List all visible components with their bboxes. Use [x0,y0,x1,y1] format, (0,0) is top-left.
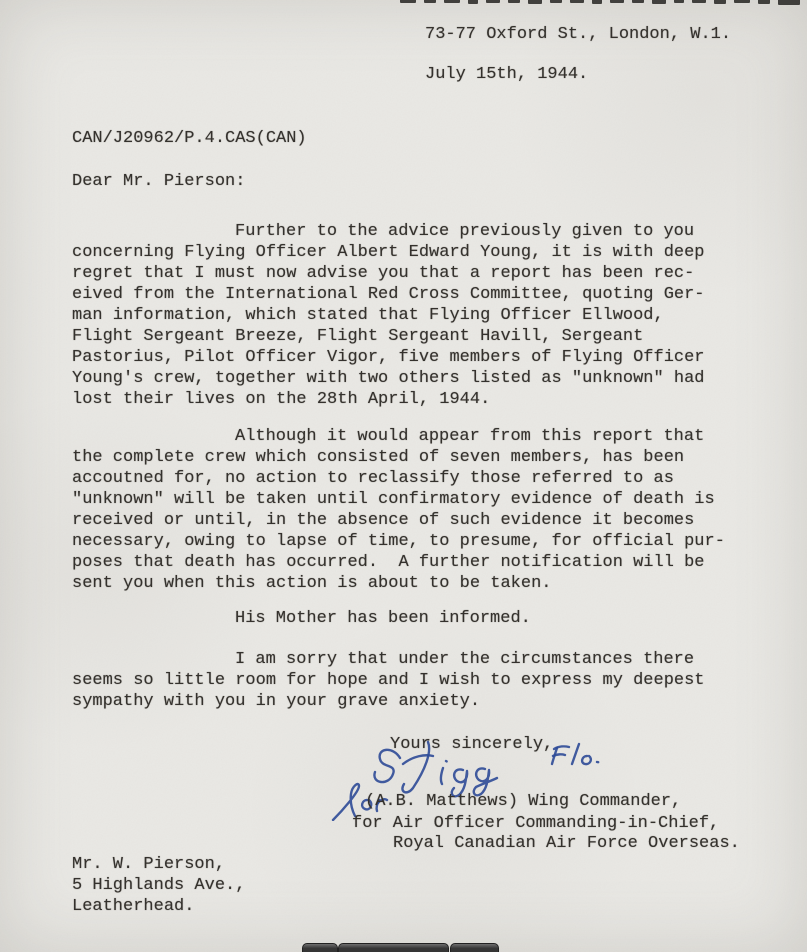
letter-line: concerning Flying Officer Albert Edward Young, it is with deep [72,243,705,262]
letterhead-cutoff-mark [400,0,416,3]
letter-line: sympathy with you in your grave anxiety. [72,692,481,711]
letter-line: sent you when this action is about to be taken. [72,574,552,593]
paragraph-3 [72,608,732,629]
letterhead-cutoff-mark [734,0,750,3]
letterhead-cutoff-mark [674,0,684,3]
letter-line: man information, which stated that Flying Officer Ellwood, [72,306,664,325]
letter-line: Mr. W. Pierson, [72,855,226,874]
letterhead-cutoff-mark [550,0,562,3]
letterhead-cutoff-mark [758,0,770,4]
letter-line: seems so little room for hope and I wish to express my deepest [72,671,705,690]
viewer-button-2[interactable] [338,943,449,952]
letter-line: 5 Highlands Ave., [72,876,246,895]
letter-line: regret that I must now advise you that a report has been rec- [72,264,695,283]
signature-typed-line-3: Royal Canadian Air Force Overseas. [393,834,740,853]
paragraph-2 [72,426,732,594]
letter-line: Young's crew, together with two others listed as "unknown" had [72,369,705,388]
letter-line: received or until, in the absence of such evidence it becomes [72,511,695,530]
letterhead-cutoff-mark [508,0,520,3]
letter-line: Although it would appear from this report that [235,427,705,446]
letter-line: "unknown" will be taken until confirmatory evidence of death is [72,490,715,509]
signature-typed-line-2: for Air Officer Commanding-in-Chief, [352,814,720,833]
letterhead-cutoff [0,0,807,6]
viewer-toolbar [0,942,807,952]
letter-line: I am sorry that under the circumstances there [235,650,695,669]
letterhead-cutoff-mark [468,0,478,4]
letterhead-cutoff-mark [778,0,800,5]
letter-line: Leatherhead. [72,897,195,916]
letterhead-cutoff-mark [424,0,436,3]
letterhead-cutoff-mark [632,0,644,3]
reference-number: CAN/J20962/P.4.CAS(CAN) [72,129,307,148]
letter-line: His Mother has been informed. [235,609,531,628]
letterhead-cutoff-mark [570,0,584,3]
letter-line: Flight Sergeant Breeze, Flight Sergeant Havill, Sergeant [72,327,644,346]
letter-line: Further to the advice previously given to you [235,222,695,241]
letterhead-cutoff-mark [444,0,460,3]
letter-line: Pastorius, Pilot Officer Vigor, five members of Flying Officer [72,348,705,367]
closing-line: Yours sincerely, [390,735,554,754]
letterhead-cutoff-mark [528,0,542,4]
letter-line: poses that death has occurred. A further notification will be [72,553,705,572]
letterhead-cutoff-mark [592,0,602,4]
letterhead-cutoff-mark [652,0,666,4]
sender-address: 73-77 Oxford St., London, W.1. [425,25,732,44]
signature-typed-line-1: (A.B. Matthews) Wing Commander, [365,792,682,811]
letter-line: eived from the International Red Cross Committee, quoting Ger- [72,285,705,304]
date-line: July 15th, 1944. [425,65,589,84]
letterhead-cutoff-mark [692,0,706,3]
letter-line: lost their lives on the 28th April, 1944. [72,390,491,409]
viewer-button-3[interactable] [450,943,499,952]
viewer-button-1[interactable] [302,943,338,952]
letterhead-cutoff-mark [610,0,624,3]
letter-line: necessary, owing to lapse of time, to presume, for official pur- [72,532,725,551]
letterhead-cutoff-mark [714,0,726,4]
recipient-address [72,854,245,917]
paragraph-4 [72,649,732,712]
salutation: Dear Mr. Pierson: [72,172,246,191]
letterhead-cutoff-mark [486,0,500,3]
letter-line: the complete crew which consisted of seven members, has been [72,448,685,467]
paragraph-1 [72,221,732,410]
letter-line: accoutned for, no action to reclassify those referred to as [72,469,674,488]
